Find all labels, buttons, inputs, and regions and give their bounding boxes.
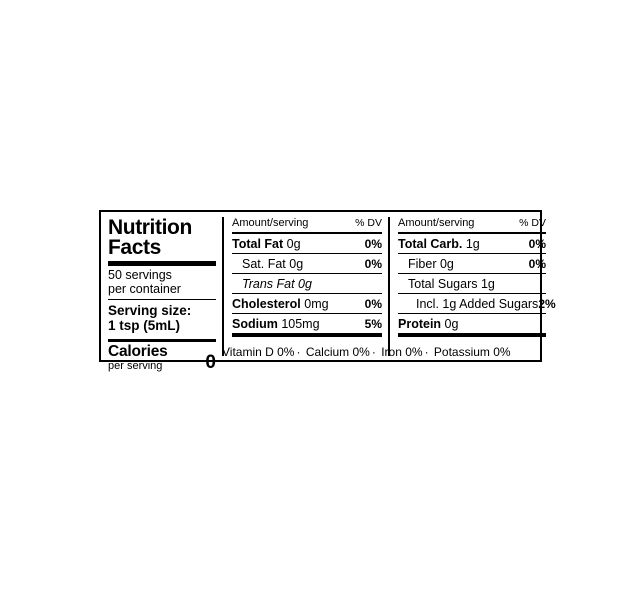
servings-per-container-label: per container xyxy=(108,281,181,296)
micronutrient-iron: Iron 0% xyxy=(381,345,423,359)
nutrient-row-total-carbohydrate xyxy=(398,232,546,253)
nutrient-row-saturated-fat xyxy=(232,253,382,273)
nutrient-amount: 0g xyxy=(286,236,301,251)
right-column-header xyxy=(398,217,546,232)
middle-column-header xyxy=(232,217,382,232)
divider-under-right-column xyxy=(398,333,546,337)
nutrient-name-bold: Total Carb. xyxy=(398,236,463,251)
nutrient-row-added-sugars xyxy=(398,293,556,313)
micronutrients-footer xyxy=(222,345,511,359)
divider-under-serving-size xyxy=(108,339,216,342)
nutrient-row-sodium xyxy=(232,313,382,333)
nutrient-name-bold: Protein xyxy=(398,316,442,331)
nutrient-daily-value: 0% xyxy=(364,236,382,251)
micronutrient-vitamin-d: Vitamin D 0% xyxy=(222,345,295,359)
nutrient-name: Fiber 0g xyxy=(408,256,454,271)
nutrient-amount: 0g xyxy=(444,316,459,331)
nutrient-daily-value: 0% xyxy=(364,256,382,271)
nutrient-daily-value: 0% xyxy=(528,236,546,251)
micronutrient-separator: · xyxy=(424,345,429,359)
micronutrient-potassium: Potassium 0% xyxy=(433,345,511,359)
title-line-2: Facts xyxy=(108,236,161,259)
nutrient-amount: 1g xyxy=(465,236,480,251)
calories-value: 0 xyxy=(205,352,216,373)
nutrient-name: Trans Fat 0g xyxy=(242,276,312,291)
nutrition-middle-column xyxy=(222,217,388,356)
nutrition-facts-panel xyxy=(99,210,556,373)
nutrient-name xyxy=(232,237,301,251)
title-line-1: Nutrition xyxy=(108,216,192,239)
nutrient-name xyxy=(232,297,329,311)
nutrient-row-fiber xyxy=(398,253,546,273)
nutrient-row-cholesterol xyxy=(232,293,382,313)
nutrient-name-bold: Cholesterol xyxy=(232,296,301,311)
divider-under-middle-column xyxy=(232,333,382,337)
calories-per-serving-label: per serving xyxy=(108,360,163,372)
nutrient-name-bold: Total Fat xyxy=(232,236,284,251)
nutrition-left-column xyxy=(108,216,222,373)
daily-value-header: % DV xyxy=(355,217,382,229)
nutrient-name xyxy=(398,317,458,331)
nutrient-name-bold: Sodium xyxy=(232,316,278,331)
nutrient-name: Incl. 1g Added Sugars xyxy=(416,296,539,311)
nutrition-right-column xyxy=(388,217,556,356)
nutrient-daily-value: 5% xyxy=(364,316,382,331)
nutrient-name: Total Sugars 1g xyxy=(408,276,495,291)
divider-under-title xyxy=(108,261,216,266)
nutrient-row-trans-fat xyxy=(232,273,382,293)
nutrient-daily-value: 2% xyxy=(538,296,556,311)
nutrient-name xyxy=(398,237,480,251)
nutrient-name xyxy=(232,317,320,331)
nutrient-amount: 105mg xyxy=(281,316,320,331)
servings-count: 50 servings xyxy=(108,268,172,282)
micronutrient-calcium: Calcium 0% xyxy=(305,345,370,359)
serving-size-label: Serving size: xyxy=(108,303,192,318)
amount-per-serving-header: Amount/serving xyxy=(232,217,309,229)
calories-row xyxy=(108,344,216,372)
micronutrient-separator: · xyxy=(371,345,376,359)
daily-value-header: % DV xyxy=(519,217,546,229)
nutrient-amount: 0mg xyxy=(304,296,329,311)
divider-under-servings xyxy=(108,299,216,300)
servings-per-container xyxy=(108,269,216,296)
nutrient-name: Sat. Fat 0g xyxy=(242,256,304,271)
nutrient-row-protein xyxy=(398,313,546,333)
calories-label-group xyxy=(108,344,168,372)
serving-size-value: 1 tsp (5mL) xyxy=(108,318,181,333)
serving-size xyxy=(108,303,216,333)
amount-per-serving-header: Amount/serving xyxy=(398,217,475,229)
micronutrient-separator: · xyxy=(296,345,301,359)
nutrition-facts-title xyxy=(108,218,216,258)
nutrient-row-total-fat xyxy=(232,232,382,253)
nutrient-daily-value: 0% xyxy=(364,296,382,311)
nutrient-row-total-sugars xyxy=(398,273,546,293)
calories-label: Calories xyxy=(108,343,168,360)
nutrient-daily-value: 0% xyxy=(528,256,546,271)
